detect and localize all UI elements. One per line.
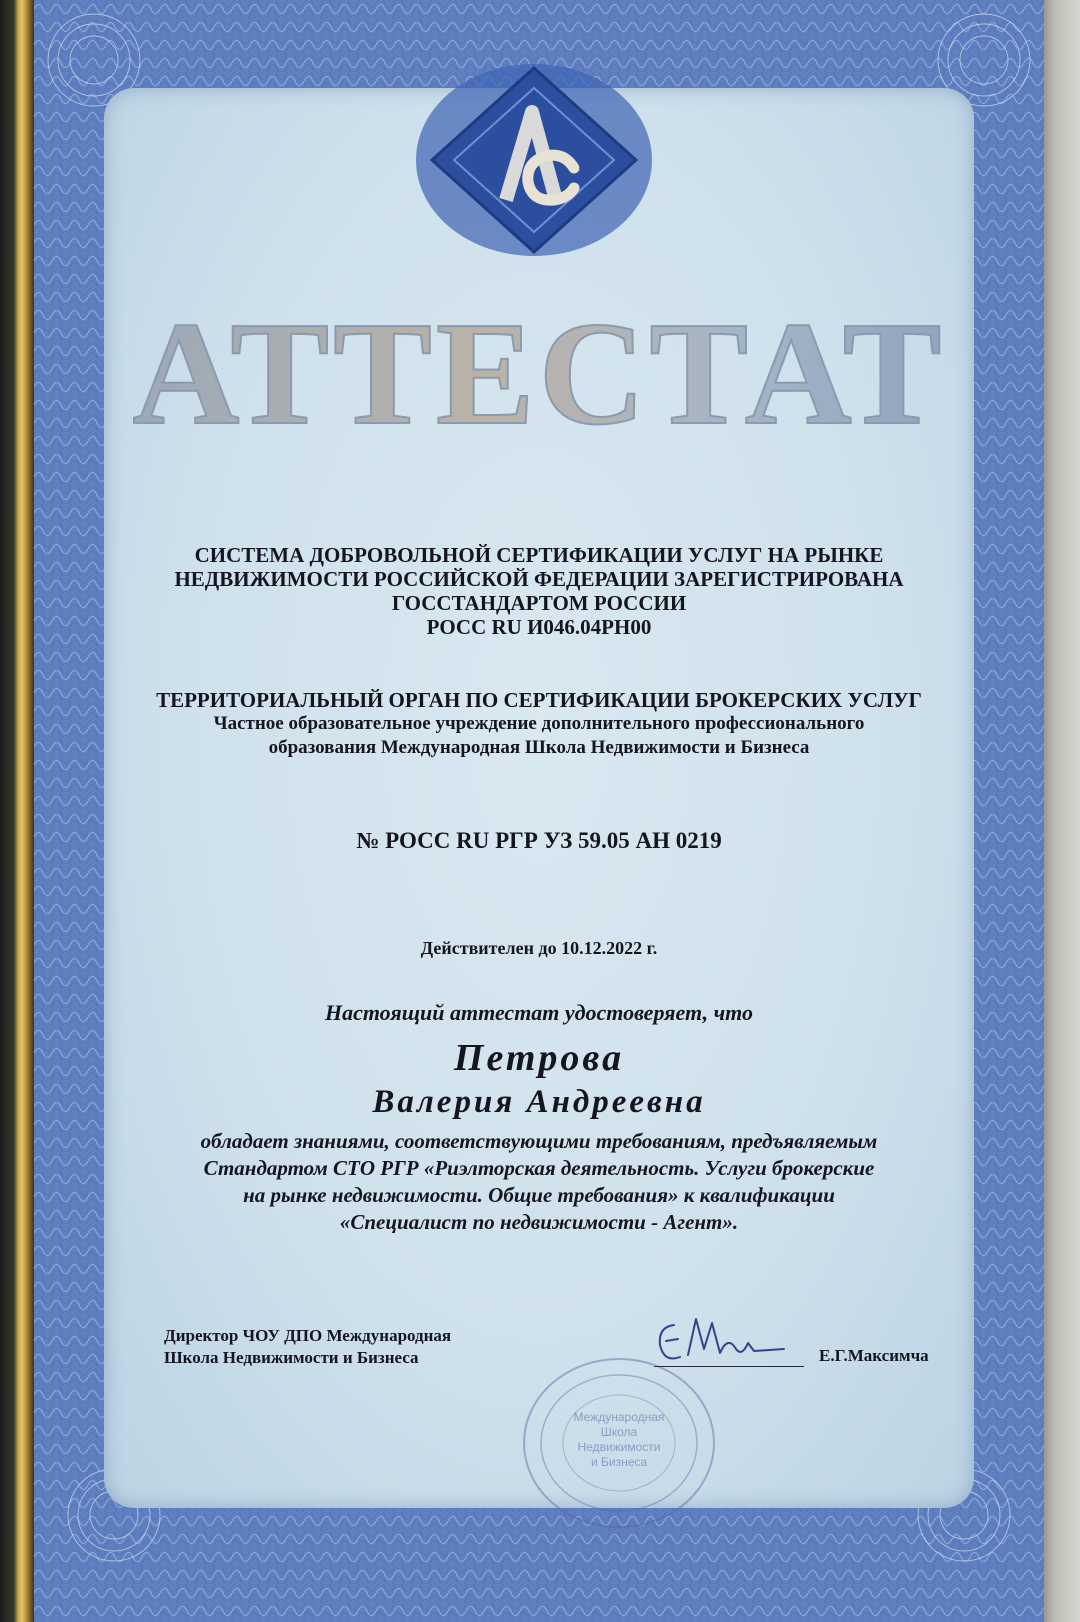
- certificate-number: № РОСС RU РГР УЗ 59.05 АН 0219: [356, 828, 722, 853]
- stamp-line-3: Недвижимости: [577, 1440, 661, 1454]
- valid-until: Действителен до 10.12.2022 г.: [420, 938, 658, 958]
- system-line-3: ГОССТАНДАРТОМ РОССИИ: [391, 591, 687, 615]
- organ-line-2: образования Международная Школа Недвижимости и Бизнеса: [268, 737, 810, 758]
- stamp-line-1: Международная: [573, 1410, 665, 1424]
- qualification-line-1: обладает знаниями, соответствующими требованиям, предъявляемым: [200, 1129, 878, 1153]
- certification-organ-block: [34, 688, 1044, 760]
- signer-name: Е.Г.Максимча: [819, 1346, 929, 1365]
- qualification-line-3: на рынке недвижимости. Общие требования» к квалификации: [243, 1183, 835, 1207]
- handwritten-signature-icon: [644, 1305, 804, 1375]
- signature-line: [654, 1366, 804, 1367]
- certifies-statement: Настоящий аттестат удостоверяет, что: [324, 1000, 753, 1025]
- qualification-text: [34, 1128, 1044, 1236]
- stamp-line-2: Школа: [600, 1425, 638, 1439]
- certificate-paper: [34, 0, 1044, 1622]
- holder-given-names: Валерия Андреевна: [372, 1084, 706, 1120]
- stamp-text: [564, 1410, 674, 1470]
- document-title: АТТЕСТАТ: [34, 300, 1044, 448]
- picture-frame-right: [1040, 0, 1080, 1622]
- organ-heading: ТЕРРИТОРИАЛЬНЫЙ ОРГАН ПО СЕРТИФИКАЦИИ БРОКЕРСКИХ УСЛУГ: [156, 688, 922, 712]
- ac-diamond-logo-icon: [414, 60, 654, 260]
- holder-surname: Петрова: [453, 1037, 625, 1079]
- system-line-1: СИСТЕМА ДОБРОВОЛЬНОЙ СЕРТИФИКАЦИИ УСЛУГ НА РЫНКЕ: [194, 543, 884, 567]
- director-line-1: Директор ЧОУ ДПО Международная: [164, 1326, 452, 1345]
- organ-line-1: Частное образовательное учреждение дополнительного профессионального: [213, 713, 865, 734]
- qualification-line-2: Стандартом СТО РГР «Риэлторская деятельность. Услуги брокерские: [203, 1156, 875, 1180]
- system-line-4: РОСС RU И046.04РН00: [426, 615, 652, 639]
- qualification-line-4: «Специалист по недвижимости - Агент».: [339, 1210, 739, 1234]
- director-line-2: Школа Недвижимости и Бизнеса: [164, 1348, 419, 1367]
- stamp-line-4: и Бизнеса: [590, 1455, 648, 1469]
- certification-system-block: [34, 543, 1044, 639]
- director-title: [164, 1325, 451, 1369]
- system-line-2: НЕДВИЖИМОСТИ РОССИЙСКОЙ ФЕДЕРАЦИИ ЗАРЕГИСТРИРОВАНА: [174, 567, 904, 591]
